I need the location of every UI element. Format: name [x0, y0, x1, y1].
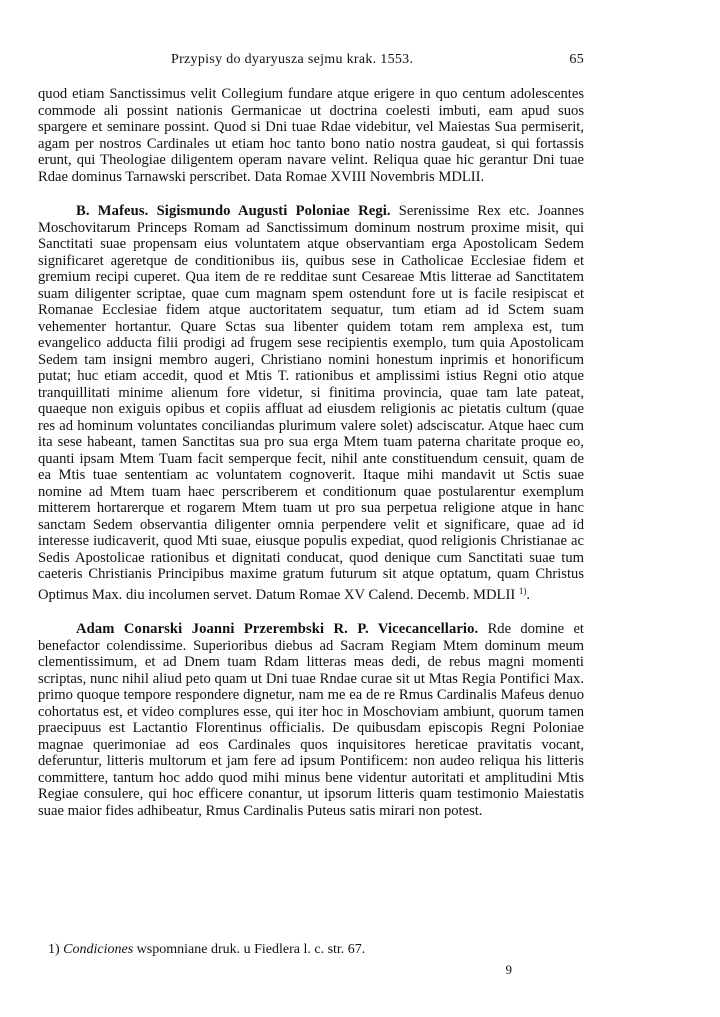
- letter-mafeus: [38, 203, 584, 603]
- footnote: [48, 942, 584, 958]
- letter-paragraph: B. Mafeus. Sigismundo Augusti Poloniae Regi. Serenissime Rex etc. Joannes Moschovitarum Princeps Romam ad Sanctissimum dominum nostrum proxime misit, qui Sanctitati suae propensam eius voluntatem atque observantiam erga Apostolicam Sedem significaret ageretque de conditionibus iis, quibus sese in Catholicae Ecclesiae fidem et gremium recipi cuperet. Qua item de re redditae sunt Cesareae Mtis litterae ad Sanctitatem suam diligenter scriptae, quae cum magnam spem ostendunt fore ut is facile resipiscat et Romanae Ecclesiae fidem atque auctoritatem sequatur, tum etiam ad id Sctem suam vehementer hortantur. Quare Sctas sua libenter quidem totam rem amplexa est, tum evangelico adducta filii prodigi ad frugem sese recipientis exemplo, tum quia Apostolicam Sedem tam insigni membro augeri, Christiano nomini honestum inprimis et honorificum putat; huc etiam accedit, quod et Mtis T. rationibus et amplissimi istius Regni otio atque tranquillitati minime alienum fore videtur, si finitima provincia, quae tam late pateat, quaeque non exiguis opibus et copiis affluat ad eiusdem religionis ac pietatis cultum (quae res ad hominum voluntates conciliandas plurimum valere solet) adsciscatur. Atque haec cum ita sese habeant, tamen Sanctitas sua pro sua erga Mtem tuam paterna charitate proque eo, quanti ipsam Mtem Tuam facit semperque fecit, nihil ante constituendum censuit, quam de ea Mtis tuae sententiam ac voluntatem cognoverit. Itaque mihi mandavit ut Sctis suae nomine ad Mtem tuam haec perscriberem et conditionum quae postularentur exemplum mitterem hortarerque et rogarem Mtem tuam ut pro sua perpetua religione atque in hanc sanctam Sedem observantia diligenter omnia perpendere velit et significare, quae ad id interesse iudicaverit, quod Mti suae, eiusque populis expediat, quod religionis Christianae ac Sedis Apostolicae rationibus et dignitati conducat, quod denique cum Sanctitati suae tum caeteris Christianis Principibus maxime gratum futurum sit atque optatum, quam Christus Optimus Max. diu incolumen servet. Datum Romae XV Calend. Decemb. MDLII $^{1)}$.: [38, 203, 585, 603]
- letter-paragraph: [38, 621, 584, 819]
- letter-conarski: [38, 621, 584, 819]
- letter-heading: B. Mafeus. Sigismundo Augusti Poloniae Regi.: [76, 203, 391, 219]
- footnote-reference: 1): [518, 585, 527, 596]
- body-text: [38, 86, 584, 819]
- letter-text: Rde domine et benefactor colendissime. Superioribus diebus ad Sacram Regiam Mtem dominum meum clementissimum, et ad Dnem tuam Rdam litteras meas dedi, de rebus magni momenti scriptas, nunc nihil aliud peto quam ut Dni tuae Rndae curae sit ut Mtas Regia Pontifici Max. primo quoque tempore respondere dignetur, nam me ea de re Rmus Cardinalis Mafeus denuo cohortatus est, et video complures esse, qui iter hoc in Moschoviam ambiunt, quorum tamen praecipuus est Lactantio Florentinus officialis. De quibusdam episcopis Regni Poloniae magnae querimoniae ad eos Cardinales quos inquisitores hereticae pravitatis vocant, deferuntur, litteris multorum et jam fere ad ipsum Pontificem: non audeo reliqua his litteris committere, tantum hoc addo quod mihi minus bene videntur autoritati et amplitudini Mtis Regiae consulere, qui hoc efficere conantur, ut ipsorum litteris quam testimonio Maiestatis suae maior fides adhibeatur, Rmus Cardinalis Puteus satis mirari non potest.: [38, 621, 584, 819]
- footnote-marker: 1): [48, 942, 60, 957]
- page-number: 65: [569, 52, 584, 67]
- running-title: Przypisy do dyaryusza sejmu krak. 1553.: [171, 52, 414, 67]
- letter-heading: Adam Conarski Joanni Przerembski R. P. Vicecancellario.: [76, 621, 479, 637]
- paragraph-continuation: quod etiam Sanctissimus velit Collegium fundare atque erigere in quo centum adolescentes commode ali possint nationis Germanicae ut doctrina coelesti imbuti, eam apud suos spargere et seminare possint. Quod si Dni tuae Rdae videbitur, vel Maiestas Sua permiserit, agam per nostros Cardinales ut etiam hoc tanto bono natio nostra gaudeat, si qui fortassis erunt, qui Theologiae diligentem operam navare velint. Reliqua quae hic gerantur Dni tuae Rdae dominus Tarnawski perscribet. Data Romae XVIII Novembris MDLII.: [38, 86, 584, 185]
- page-header: [38, 52, 584, 72]
- footnote-italic: Condiciones: [63, 942, 134, 957]
- footnote-text: wspomniane druk. u Fiedlera l. c. str. 67.: [136, 942, 366, 957]
- letter-text: Serenissime Rex etc. Joannes Moschovitarum Princeps Romam ad Sanctissimum dominum nostrum proxime misit, qui Sanctitati suae propensam eius voluntatem atque observantiam erga Apostolicam Sedem significaret ageretque de conditionibus iis, quibus sese in Catholicae Ecclesiae fidem et gremium recipi cuperet. Qua item de re redditae sunt Cesareae Mtis litterae ad Sanctitatem suam diligenter scriptae, quae cum magnam spem ostendunt fore ut is facile resipiscat et Romanae Ecclesiae fidem atque auctoritatem sequatur, tum etiam ad id Sctem suam vehementer hortantur. Quare Sctas sua libenter quidem totam rem amplexa est, tum evangelico adducta filii prodigi ad frugem sese recipientis exemplo, tum quia Apostolicam Sedem tam insigni membro augeri, Christiano nomini honestum inprimis et honorificum putat; huc etiam accedit, quod et Mtis T. rationibus et amplissimi istius Regni otio atque tranquillitati minime alienum fore videtur, si finitima provincia, quae tam late pateat, quaeque non exiguis opibus et copiis affluat ad eiusdem religionis ac pietatis cultum (quae res ad hominum voluntates conciliandas plurimum valere solet) adsciscatur. Atque haec cum ita sese habeant, tamen Sanctitas sua pro sua erga Mtem tuam paterna charitate proque eo, quanti ipsam Mtem Tuam facit semperque fecit, nihil ante constituendum censuit, quam de ea Mtis tuae sententiam ac voluntatem cognoverit. Itaque mihi mandavit ut Sctis suae nomine ad Mtem tuam haec perscriberem et conditionum quae postularentur exemplum mitterem hortarerque et rogarem Mtem tuam ut pro sua perpetua religione atque in hanc sanctam Sedem observantia diligenter omnia perpendere velit et significare, quae ad id interesse iudicaverit, quod Mti suae, eiusque populis expediat, quod religionis Christianae ac Sedis Apostolicae rationibus et dignitati conducat, quod denique cum Sanctitati suae tum caeteris Christianis Principibus maxime gratum futurum sit atque optatum, quam Christus Optimus Max. diu incolumen servet. Datum Romae XV Calend. Decemb. MDLII: [38, 203, 585, 603]
- signature-mark: 9: [505, 962, 512, 977]
